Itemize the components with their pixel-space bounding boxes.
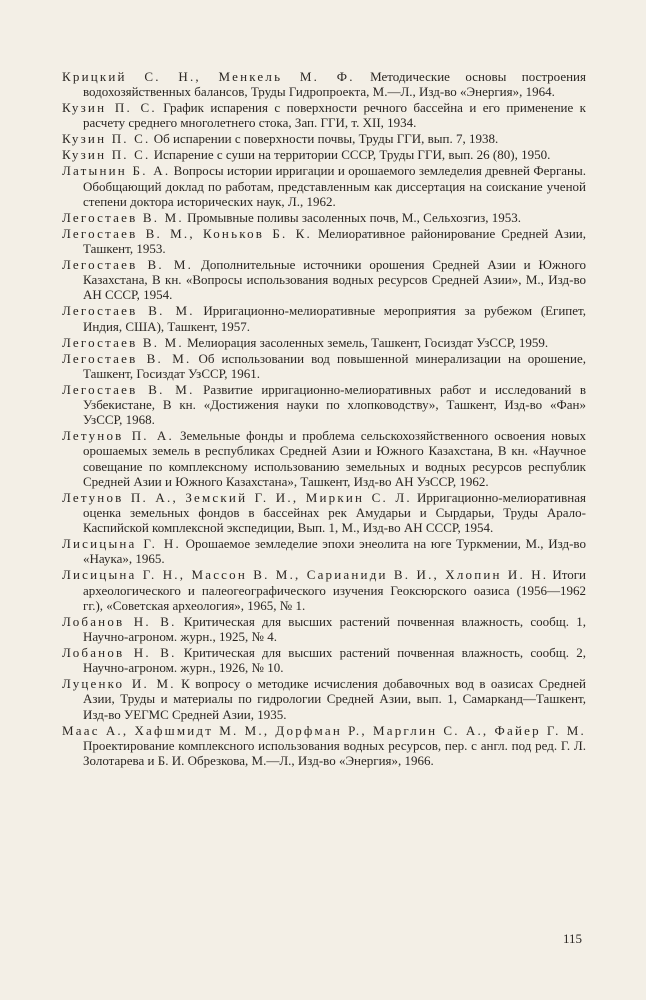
reference-author: Лисицына Г. Н. xyxy=(62,536,181,552)
reference-author: Легостаев В. М. xyxy=(62,209,184,225)
reference-entry xyxy=(62,567,586,613)
reference-text: Испарение с суши на территории СССР, Труды ГГИ, вып. 26 (80), 1950. xyxy=(150,147,551,163)
reference-entry xyxy=(62,490,586,536)
reference-entry xyxy=(62,382,586,428)
reference-author: Лобанов Н. В. xyxy=(62,645,177,661)
page-number: 115 xyxy=(563,931,583,946)
reference-text: Критическая для высших растений почвенная влажность, сообщ. 2, Научно-агроном. журн., 1926, № 10. xyxy=(83,645,586,676)
reference-author: Лисицына Г. Н., Массон В. М., Сарианиди В. И., Хлопин И. Н. xyxy=(62,567,549,583)
reference-text: Дополнительные источники орошения Средней Азии и Южного Казахстана, В кн. «Вопросы использования водных ресурсов Средней Азии», М., Изд-во АН СССР, 1954. xyxy=(83,257,586,303)
reference-entry xyxy=(62,100,586,130)
reference-entry xyxy=(62,147,586,162)
reference-list xyxy=(62,69,586,769)
reference-author: Легостаев В. М. xyxy=(62,350,192,366)
reference-author: Маас А., Хафшмидт М. М., Дорфман Р., Марглин С. А., Файер Г. М. xyxy=(62,722,586,738)
reference-text: К вопросу о методике исчисления добавочных вод в оазисах Средней Азии, Труды и материалы по гидрологии Средней Азии, вып. 1, Самарканд—Ташкент, Изд-во УЕГМС Средней Азии, 1935. xyxy=(83,676,586,722)
reference-author: Легостаев В. М. xyxy=(62,381,195,397)
reference-author: Легостаев В. М. xyxy=(62,303,195,319)
reference-author: Латынин Б. А. xyxy=(62,163,171,179)
reference-text: Мелиоративное районирование Средней Азии, Ташкент, 1953. xyxy=(83,225,587,257)
reference-author: Легостаев В. М. xyxy=(62,334,184,350)
reference-entry xyxy=(62,614,586,644)
reference-author: Летунов П. А., Земский Г. И., Миркин С. Л. xyxy=(62,489,412,505)
reference-author: Крицкий С. Н., Менкель М. Ф. xyxy=(62,69,355,84)
reference-entry xyxy=(62,351,586,381)
reference-entry xyxy=(62,723,586,769)
reference-author: Кузин П. С. xyxy=(62,131,151,147)
reference-entry xyxy=(62,536,586,566)
reference-text: Ирригационно-мелиоративная оценка земельных фондов в бассейнах рек Амударьи и Сырдарьи, Труды Арало-Каспийской комплексной экспедиции, Вып. 1, М., Изд-во АН СССР, 1954. xyxy=(83,489,586,536)
reference-text: Орошаемое земледелие эпохи энеолита на юге Туркмении, М., Изд-во «Наука», 1965. xyxy=(83,536,586,567)
reference-entry xyxy=(62,303,586,333)
reference-author: Кузин П. С. xyxy=(62,100,157,116)
reference-text: Об испарении с поверхности почвы, Труды ГГИ, вып. 7, 1938. xyxy=(150,131,499,147)
reference-text: Ирригационно-мелиоративные мероприятия за рубежом (Египет, Индия, США), Ташкент, 1957. xyxy=(83,303,586,334)
reference-entry xyxy=(62,69,586,99)
reference-author: Лобанов Н. В. xyxy=(62,613,177,629)
reference-text: График испарения с поверхности речного бассейна и его применение к расчету среднего многолетнего стока, Зап. ГГИ, т. XII, 1934. xyxy=(83,100,586,131)
reference-text: Методические основы построения водохозяйственных балансов, Труды Гидропроекта, М.—Л., Изд-во «Энергия», 1964. xyxy=(83,69,586,100)
reference-entry xyxy=(62,676,586,722)
reference-entry xyxy=(62,257,586,303)
reference-entry xyxy=(62,226,586,256)
reference-text: Вопросы истории ирригации и орошаемого земледелия древней Ферганы. Обобщающий доклад по работам, представленным как диссертация на соискание ученой степени доктора исторических наук, Л., 1962. xyxy=(83,163,586,209)
reference-author: Летунов П. А. xyxy=(62,428,174,444)
reference-text: Развитие ирригационно-мелиоративных работ и исследований в Узбекистане, В кн. «Достижения науки по хлопководству», Ташкент, Изд-во «Фан» УзССР, 1968. xyxy=(83,381,586,428)
reference-entry xyxy=(62,210,586,225)
reference-entry xyxy=(62,131,586,146)
reference-author: Кузин П. С. xyxy=(62,147,151,163)
reference-text: Проектирование комплексного использования водных ресурсов, пер. с англ. под ред. Г. Л. Золотарева и Б. И. Обрезкова, М.—Л., Изд-во «Энергия», 1966. xyxy=(83,737,586,769)
reference-entry xyxy=(62,335,586,350)
reference-entry xyxy=(62,163,586,209)
reference-entry xyxy=(62,645,586,675)
reference-text: Критическая для высших растений почвенная влажность, сообщ. 1, Научно-агроном. журн., 1925, № 4. xyxy=(83,613,586,645)
reference-author: Легостаев В. М. xyxy=(62,257,194,273)
reference-text: Итоги археологического и палеогеографического изучения Геоксюрского оазиса (1956—1962 гг.), «Советская археология», 1965, № 1. xyxy=(83,567,587,613)
reference-text: Мелиорация засоленных земель, Ташкент, Госиздат УзССР, 1959. xyxy=(183,334,549,350)
reference-entry xyxy=(62,428,586,489)
reference-text: Об использовании вод повышенной минерализации на орошение, Ташкент, Госиздат УзССР, 1961. xyxy=(83,350,586,381)
reference-author: Луценко И. М. xyxy=(62,676,176,692)
reference-text: Промывные поливы засоленных почв, М., Сельхозгиз, 1953. xyxy=(183,209,522,225)
reference-author: Легостаев В. М., Коньков Б. К. xyxy=(62,225,312,241)
reference-text: Земельные фонды и проблема сельскохозяйственного освоения новых орошаемых земель в республиках Средней Азии и Южного Казахстана, В кн. «Научное совещание по комплексному использованию земельных и водных ресурсов республик Средней Азии и Южного Казахстана», Ташкент, Изд-во АН УзССР, 1962. xyxy=(83,428,586,489)
